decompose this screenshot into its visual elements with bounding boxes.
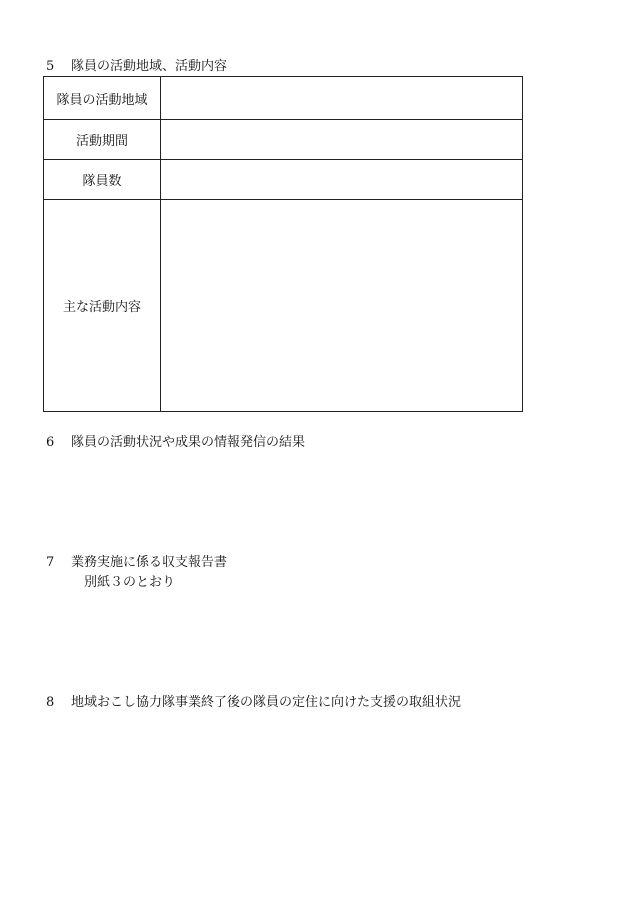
row-label-activity-period: 活動期間 <box>44 120 161 160</box>
section-number: 6 <box>46 435 55 450</box>
section-7-note: 別紙３のとおり <box>84 575 176 590</box>
table-row <box>44 200 523 412</box>
row-label-activity-area: 隊員の活動地域 <box>44 77 161 120</box>
section-6-heading <box>46 435 305 451</box>
section-8-heading <box>46 695 461 711</box>
section-title: 隊員の活動地域、活動内容 <box>71 59 228 74</box>
row-value-main-activities[interactable] <box>161 200 523 412</box>
row-value-activity-period[interactable] <box>161 120 523 160</box>
section-number: 7 <box>46 555 55 570</box>
table-row <box>44 120 523 160</box>
section-7-heading <box>46 555 227 571</box>
section-5-heading <box>46 59 227 75</box>
section-title: 地域おこし協力隊事業終了後の隊員の定住に向けた支援の取組状況 <box>71 695 462 710</box>
row-label-member-count: 隊員数 <box>44 160 161 200</box>
table-row <box>44 77 523 120</box>
row-value-activity-area[interactable] <box>161 77 523 120</box>
table-row <box>44 160 523 200</box>
row-label-main-activities: 主な活動内容 <box>44 200 161 412</box>
activity-table <box>43 76 523 412</box>
section-title: 業務実施に係る収支報告書 <box>71 555 228 570</box>
section-number: 5 <box>46 59 55 74</box>
row-value-member-count[interactable] <box>161 160 523 200</box>
section-title: 隊員の活動状況や成果の情報発信の結果 <box>71 435 306 450</box>
section-number: 8 <box>46 695 55 710</box>
